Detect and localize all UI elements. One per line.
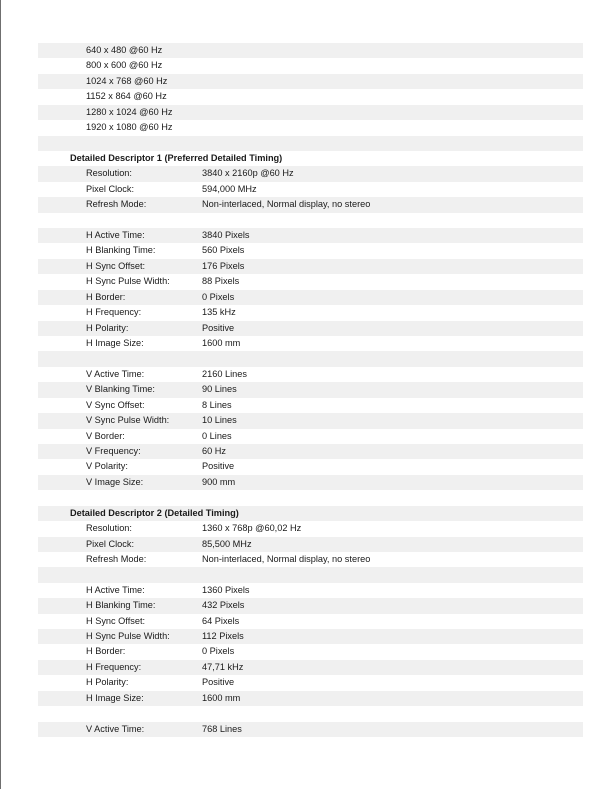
table-row [38,182,583,197]
mode-row [38,120,583,135]
table-row [38,228,583,243]
field-value: 900 mm [202,476,236,487]
field-value: 88 Pixels [202,276,240,287]
edid-report-table [38,43,583,737]
mode-value: 1920 x 1080 @60 Hz [86,122,173,133]
field-value: 1600 mm [202,338,241,349]
field-label: H Frequency: [86,307,142,318]
field-label: H Active Time: [86,584,145,595]
table-row [38,336,583,351]
table-row [38,305,583,320]
field-label: H Sync Offset: [86,260,146,271]
table-row [38,243,583,258]
field-label: V Active Time: [86,368,145,379]
table-row [38,413,583,428]
mode-value: 800 x 600 @60 Hz [86,60,163,71]
table-row [38,598,583,613]
section-heading [38,506,583,521]
table-row [38,166,583,181]
field-value: 90 Lines [202,384,237,395]
field-label: V Sync Offset: [86,399,145,410]
field-value: 1600 mm [202,692,241,703]
table-row [38,644,583,659]
spacer-row [38,490,583,505]
mode-value: 1280 x 1024 @60 Hz [86,106,173,117]
field-value: 176 Pixels [202,260,245,271]
field-label: V Sync Pulse Width: [86,415,170,426]
section-heading [38,151,583,166]
field-label: Pixel Clock: [86,183,134,194]
table-row [38,583,583,598]
field-value: 0 Pixels [202,291,235,302]
field-label: H Sync Offset: [86,615,146,626]
table-row [38,274,583,289]
table-row [38,521,583,536]
mode-row [38,89,583,104]
field-value: Positive [202,322,235,333]
table-row [38,259,583,274]
field-label: V Image Size: [86,476,144,487]
spacer-row [38,351,583,366]
field-label: H Border: [86,646,126,657]
field-value: Positive [202,677,235,688]
table-row [38,459,583,474]
field-label: H Image Size: [86,338,144,349]
table-row [38,321,583,336]
field-value: 0 Pixels [202,646,235,657]
field-value: 60 Hz [202,445,227,456]
field-value: Non-interlaced, Normal display, no stereo [202,199,371,210]
field-value: 8 Lines [202,399,232,410]
table-row [38,660,583,675]
field-label: Pixel Clock: [86,538,134,549]
field-value: 1360 x 768p @60,02 Hz [202,523,302,534]
field-value: 3840 Pixels [202,230,250,241]
mode-row [38,74,583,89]
field-label: Refresh Mode: [86,199,147,210]
field-label: V Blanking Time: [86,384,155,395]
table-row [38,444,583,459]
field-label: Refresh Mode: [86,553,147,564]
field-value: Non-interlaced, Normal display, no stereo [202,553,371,564]
table-row [38,614,583,629]
field-label: Resolution: [86,523,132,534]
field-value: 3840 x 2160p @60 Hz [202,168,294,179]
table-row [38,367,583,382]
field-value: 47,71 kHz [202,661,244,672]
field-value: 2160 Lines [202,368,247,379]
field-label: H Sync Pulse Width: [86,631,170,642]
table-row [38,475,583,490]
table-row [38,398,583,413]
table-row [38,629,583,644]
table-row [38,537,583,552]
spacer-row [38,136,583,151]
field-label: H Polarity: [86,322,129,333]
descriptor-1-title: Detailed Descriptor 1 (Preferred Detailed Timing) [70,152,283,163]
field-value: 594,000 MHz [202,183,257,194]
table-row [38,290,583,305]
field-value: 768 Lines [202,723,242,734]
mode-row [38,43,583,58]
field-label: Resolution: [86,168,132,179]
field-label: H Blanking Time: [86,600,156,611]
field-value: 112 Pixels [202,631,244,642]
field-label: H Sync Pulse Width: [86,276,170,287]
table-row [38,552,583,567]
table-row [38,382,583,397]
field-label: V Border: [86,430,125,441]
field-label: H Active Time: [86,230,145,241]
spacer-row [38,567,583,582]
field-value: 0 Lines [202,430,232,441]
table-row [38,675,583,690]
descriptor-2-title: Detailed Descriptor 2 (Detailed Timing) [70,507,239,518]
field-label: H Border: [86,291,126,302]
field-label: H Image Size: [86,692,144,703]
table-row [38,429,583,444]
field-value: Positive [202,461,235,472]
mode-row [38,105,583,120]
field-label: V Frequency: [86,445,141,456]
table-row [38,197,583,212]
field-label: H Blanking Time: [86,245,156,256]
field-label: V Polarity: [86,461,128,472]
field-value: 432 Pixels [202,600,245,611]
field-value: 1360 Pixels [202,584,250,595]
field-label: V Active Time: [86,723,145,734]
field-label: H Polarity: [86,677,129,688]
spacer-row [38,706,583,721]
field-value: 135 kHz [202,307,236,318]
mode-value: 1152 x 864 @60 Hz [86,91,167,102]
mode-row [38,58,583,73]
table-row [38,691,583,706]
field-value: 64 Pixels [202,615,240,626]
mode-value: 640 x 480 @60 Hz [86,45,163,55]
field-value: 560 Pixels [202,245,245,256]
table-row [38,722,583,737]
mode-value: 1024 x 768 @60 Hz [86,75,168,86]
field-label: H Frequency: [86,661,142,672]
spacer-row [38,213,583,228]
field-value: 10 Lines [202,415,237,426]
field-value: 85,500 MHz [202,538,252,549]
